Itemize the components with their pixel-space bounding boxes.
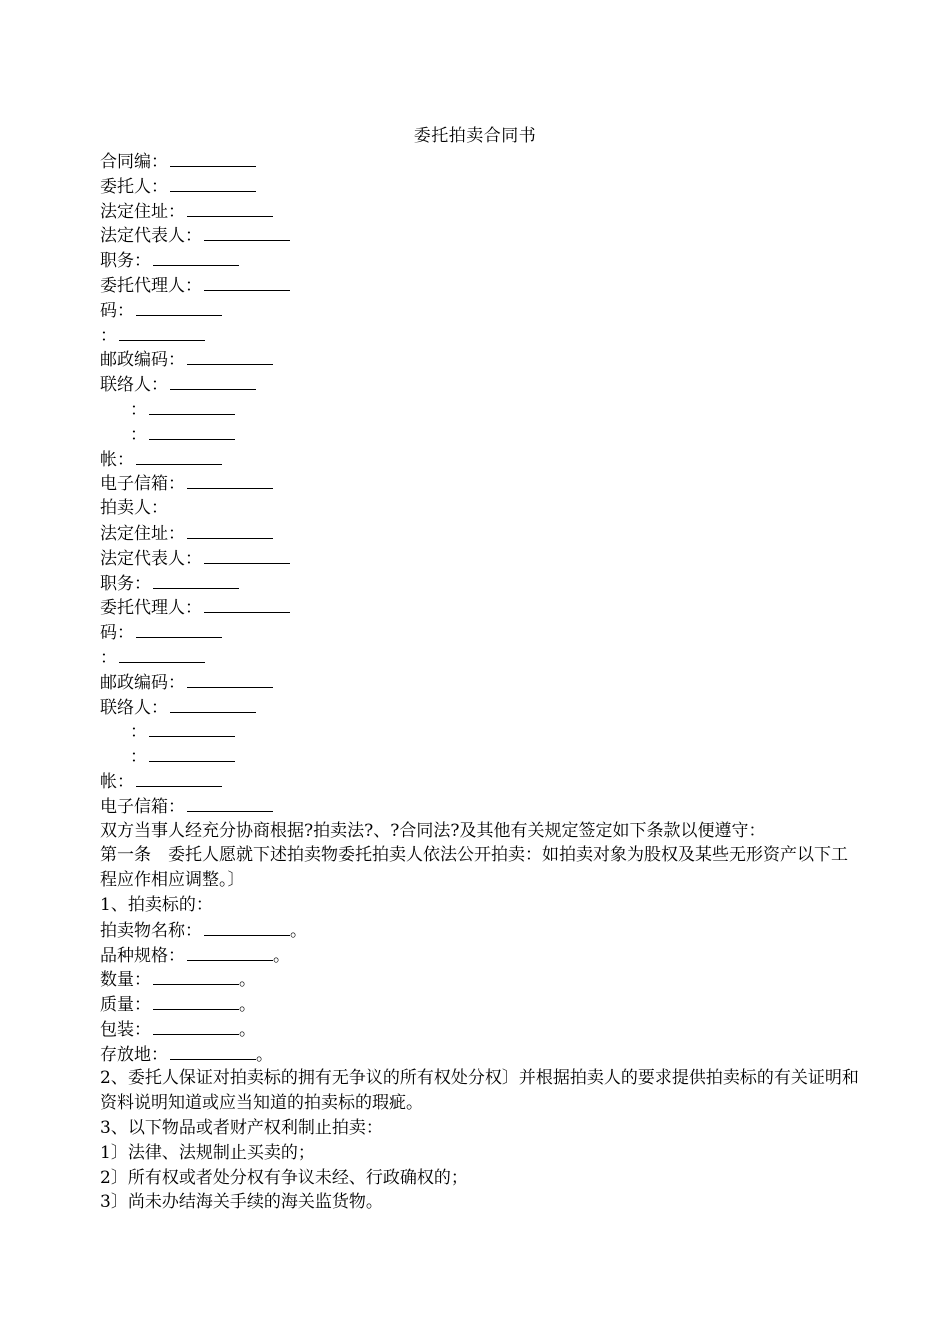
auctioneer-code-blank[interactable]: [136, 620, 222, 638]
client-colon-line-1: [100, 323, 860, 348]
document-title: 委托拍卖合同书: [413, 126, 537, 146]
item-1-heading: 1、拍卖标的：: [100, 894, 213, 915]
document-body: [100, 149, 860, 1215]
goods-storage-label: 存放地：: [100, 1044, 168, 1065]
auctioneer-colon-label-3: ：: [130, 747, 147, 768]
client-colon-label-1: ：: [100, 325, 117, 346]
auctioneer-code-label: 码：: [100, 623, 134, 644]
auctioneer-address-line: [100, 521, 860, 546]
client-position-blank[interactable]: [153, 248, 239, 266]
auctioneer-address-label: 法定住址：: [100, 523, 185, 544]
client-colon-line-2: [100, 397, 860, 422]
client-postal-line: [100, 347, 860, 372]
client-postal-blank[interactable]: [187, 347, 273, 365]
auctioneer-position-line: [100, 571, 860, 596]
auctioneer-contact-blank[interactable]: [170, 695, 256, 713]
auctioneer-account-blank[interactable]: [136, 769, 222, 787]
client-account-blank[interactable]: [136, 447, 222, 465]
client-address-blank[interactable]: [187, 199, 273, 217]
client-agent-line: [100, 273, 860, 298]
goods-spec-label: 品种规格：: [100, 945, 185, 966]
client-legal-rep-label: 法定代表人：: [100, 226, 202, 247]
goods-name-blank[interactable]: [204, 918, 290, 936]
item-3-heading: 3、以下物品或者财产权利制止拍卖：: [100, 1118, 383, 1139]
auctioneer-postal-blank[interactable]: [187, 670, 273, 688]
auctioneer-agent-line: [100, 595, 860, 620]
goods-quantity-line: [100, 967, 860, 992]
goods-quality-line: [100, 992, 860, 1017]
client-legal-rep-blank[interactable]: [204, 223, 290, 241]
client-colon-label-3: ：: [130, 424, 147, 445]
client-contact-label: 联络人：: [100, 375, 168, 396]
contract-number-blank[interactable]: [170, 149, 256, 167]
auctioneer-postal-line: [100, 670, 860, 695]
auctioneer-legal-rep-blank[interactable]: [204, 546, 290, 564]
auctioneer-colon-blank-2[interactable]: [149, 719, 235, 737]
goods-spec-line: [100, 943, 860, 968]
client-legal-rep-line: [100, 223, 860, 248]
auctioneer-colon-label-2: ：: [130, 722, 147, 743]
auctioneer-email-line: [100, 794, 860, 819]
goods-packaging-period: 。: [239, 1019, 256, 1040]
goods-storage-line: [100, 1042, 860, 1067]
goods-quantity-blank[interactable]: [153, 967, 239, 985]
client-blank[interactable]: [170, 174, 256, 192]
client-email-label: 电子信箱：: [100, 474, 185, 495]
goods-spec-blank[interactable]: [187, 943, 273, 961]
auctioneer-account-line: [100, 769, 860, 794]
client-postal-label: 邮政编码：: [100, 350, 185, 371]
goods-name-line: [100, 918, 860, 943]
client-agent-label: 委托代理人：: [100, 275, 202, 296]
auctioneer-code-line: [100, 620, 860, 645]
goods-storage-blank[interactable]: [170, 1042, 256, 1060]
contract-number-line: [100, 149, 860, 174]
client-colon-label-2: ：: [130, 399, 147, 420]
goods-spec-period: 。: [273, 945, 290, 966]
goods-quality-blank[interactable]: [153, 992, 239, 1010]
client-account-label: 帐：: [100, 449, 134, 470]
client-code-line: [100, 298, 860, 323]
client-position-label: 职务：: [100, 251, 151, 272]
article-1-paragraph: 第一条 委托人愿就下述拍卖物委托拍卖人依法公开拍卖：如拍卖对象为股权及某些无形资产以下工程应作相应调整。〕: [100, 845, 848, 891]
auctioneer-legal-rep-line: [100, 546, 860, 571]
client-agent-blank[interactable]: [204, 273, 290, 291]
auctioneer-colon-blank-1[interactable]: [119, 645, 205, 663]
auctioneer-email-label: 电子信箱：: [100, 796, 185, 817]
goods-quantity-label: 数量：: [100, 970, 151, 991]
auctioneer-postal-label: 邮政编码：: [100, 672, 185, 693]
auctioneer-colon-line-3: [100, 744, 860, 769]
goods-name-period: 。: [290, 920, 307, 941]
auctioneer-colon-blank-3[interactable]: [149, 744, 235, 762]
auctioneer-position-label: 职务：: [100, 573, 151, 594]
goods-quality-period: 。: [239, 995, 256, 1016]
auctioneer-email-blank[interactable]: [187, 794, 273, 812]
client-code-blank[interactable]: [136, 298, 222, 316]
client-code-label: 码：: [100, 300, 134, 321]
item-3-list-item: 1〕法律、法规制止买卖的；: [100, 1142, 315, 1163]
auctioneer-colon-line-2: [100, 719, 860, 744]
client-line: [100, 174, 860, 199]
item-2-paragraph: 2、委托人保证对拍卖标的拥有无争议的所有权处分权〕并根据拍卖人的要求提供拍卖标的有关证明和资料说明知道或应当知道的拍卖标的瑕疵。: [100, 1068, 859, 1114]
client-contact-line: [100, 372, 860, 397]
goods-quality-label: 质量：: [100, 995, 151, 1016]
auctioneer-colon-line-1: [100, 645, 860, 670]
item-3-list-item: 2〕所有权或者处分权有争议未经、行政确权的；: [100, 1167, 468, 1188]
goods-packaging-line: [100, 1017, 860, 1042]
auctioneer-agent-blank[interactable]: [204, 595, 290, 613]
intro-paragraph: 双方当事人经充分协商根据?拍卖法?、?合同法?及其他有关规定签定如下条款以便遵守：: [100, 820, 766, 841]
contract-number-label: 合同编：: [100, 152, 168, 172]
auctioneer-label: 拍卖人：: [100, 498, 168, 519]
client-position-line: [100, 248, 860, 273]
goods-name-label: 拍卖物名称：: [100, 920, 202, 941]
goods-storage-period: 。: [256, 1044, 273, 1065]
auctioneer-colon-label-1: ：: [100, 647, 117, 668]
auctioneer-position-blank[interactable]: [153, 571, 239, 589]
auctioneer-account-label: 帐：: [100, 771, 134, 792]
client-colon-blank-1[interactable]: [119, 323, 205, 341]
client-email-line: [100, 471, 860, 496]
goods-packaging-label: 包装：: [100, 1019, 151, 1040]
auctioneer-legal-rep-label: 法定代表人：: [100, 548, 202, 569]
client-colon-line-3: [100, 422, 860, 447]
auctioneer-address-blank[interactable]: [187, 521, 273, 539]
client-contact-blank[interactable]: [170, 372, 256, 390]
auctioneer-line: [100, 496, 860, 521]
client-address-label: 法定住址：: [100, 201, 185, 222]
auctioneer-contact-label: 联络人：: [100, 697, 168, 718]
goods-packaging-blank[interactable]: [153, 1017, 239, 1035]
client-account-line: [100, 447, 860, 472]
auctioneer-contact-line: [100, 695, 860, 720]
item-3-list-item: 3〕尚未办结海关手续的海关监货物。: [100, 1192, 383, 1213]
client-colon-blank-3[interactable]: [149, 422, 235, 440]
client-colon-blank-2[interactable]: [149, 397, 235, 415]
client-label: 委托人：: [100, 176, 168, 197]
client-email-blank[interactable]: [187, 471, 273, 489]
auctioneer-agent-label: 委托代理人：: [100, 598, 202, 619]
client-address-line: [100, 199, 860, 224]
goods-quantity-period: 。: [239, 970, 256, 991]
